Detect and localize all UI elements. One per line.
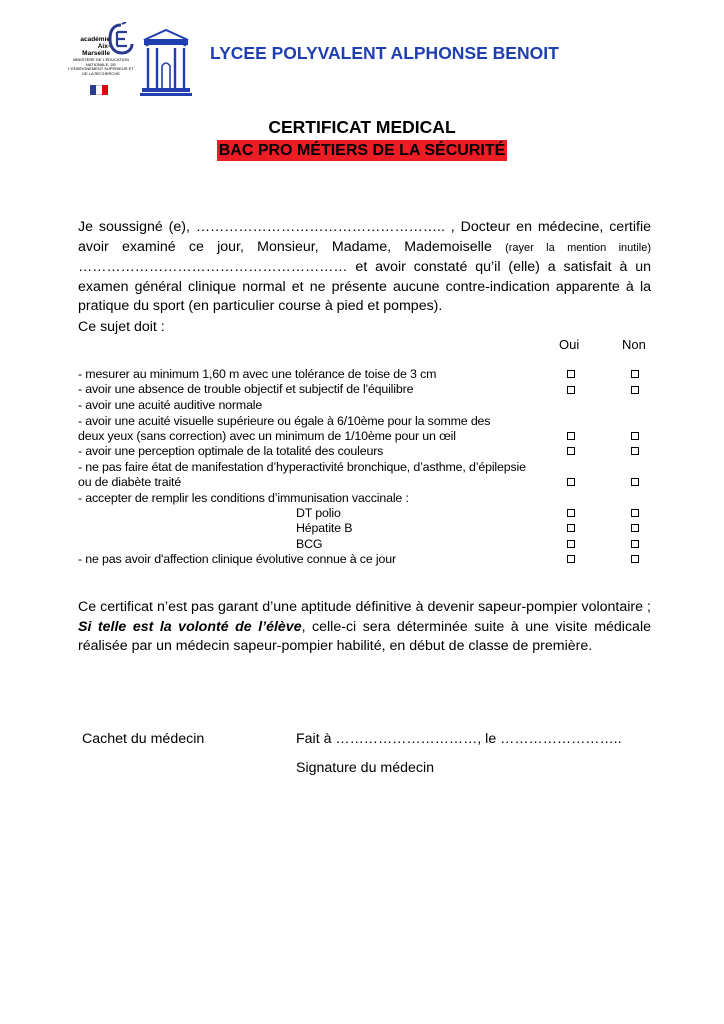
non-checkbox[interactable]	[631, 386, 639, 394]
non-checkbox[interactable]	[631, 509, 639, 517]
vaccine-item: DT polio	[296, 506, 341, 520]
academie-logo	[68, 22, 134, 98]
oui-checkbox[interactable]	[567, 509, 575, 517]
school-name: LYCEE POLYVALENT ALPHONSE BENOIT	[210, 43, 559, 63]
requirement-item: - ne pas faire état de manifestation d’hyperactivité bronchique, d’asthme, d’épilepsie	[78, 460, 526, 474]
requirement-item: - avoir une absence de trouble objectif et subjectif de l'équilibre	[78, 382, 414, 396]
academie-emblem-icon	[108, 22, 134, 56]
requirement-item: deux yeux (sans correction) avec un minimum de 1/10ème pour un œil	[78, 429, 456, 443]
document-subtitle-wrap	[0, 140, 724, 161]
academie-region-label: Aix-Marseille	[82, 43, 110, 57]
non-checkbox[interactable]	[631, 432, 639, 440]
document-title: CERTIFICAT MEDICAL	[268, 117, 456, 137]
non-checkbox[interactable]	[631, 524, 639, 532]
vaccine-item: Hépatite B	[296, 521, 353, 535]
intro-paragraph	[78, 218, 651, 317]
lycee-building-logo	[140, 26, 192, 98]
doctor-stamp-label: Cachet du médecin	[82, 731, 205, 747]
requirements-heading: Ce sujet doit :	[78, 319, 165, 335]
oui-checkbox[interactable]	[567, 386, 575, 394]
requirement-item: - mesurer au minimum 1,60 m avec une tolérance de toise de 3 cm	[78, 367, 437, 381]
disclaimer-paragraph	[78, 598, 651, 657]
non-checkbox[interactable]	[631, 370, 639, 378]
vaccine-item: BCG	[296, 537, 323, 551]
oui-checkbox[interactable]	[567, 370, 575, 378]
oui-checkbox[interactable]	[567, 555, 575, 563]
disclaimer-part1: Ce certificat n’est pas garant d’une aptitude définitive à devenir sapeur-pompier volontaire ;	[78, 599, 651, 615]
oui-checkbox[interactable]	[567, 447, 575, 455]
oui-checkbox[interactable]	[567, 540, 575, 548]
column-oui-header: Oui	[559, 337, 580, 352]
disclaimer-emphasis: Si telle est la volonté de l’élève	[78, 618, 302, 635]
intro-mention: (rayer la mention inutile)	[505, 241, 651, 254]
ministere-label: MINISTÈRE DE L'ÉDUCATION NATIONALE, DE L'ENSEIGNEMENT SUPÉRIEUR ET DE LA RECHERCHE	[68, 57, 134, 76]
requirement-item: - avoir une acuité visuelle supérieure ou égale à 6/10ème pour la somme des	[78, 414, 491, 428]
non-checkbox[interactable]	[631, 555, 639, 563]
oui-checkbox[interactable]	[567, 524, 575, 532]
disclaimer-part2: , celle-ci sera déterminée suite à une visite médicale réalisée par un médecin sapeur-pompier habilité, en début de classe de première.	[78, 618, 651, 654]
marianne-flag-icon	[90, 82, 108, 92]
place-date-line: Fait à …………………………, le ……………………..	[296, 731, 622, 747]
requirement-item: - accepter de remplir les conditions d’immunisation vaccinale :	[78, 491, 409, 505]
requirement-item: - avoir une perception optimale de la totalité des couleurs	[78, 444, 384, 458]
intro-text-part1: Je soussigné (e), …………………………………………….. , Docteur en médecine, certifie avoir examiné ce jour, Monsieur, Madame, Mademoiselle	[78, 219, 651, 255]
requirement-item: - avoir une acuité auditive normale	[78, 398, 263, 412]
column-non-header: Non	[622, 337, 646, 352]
oui-checkbox[interactable]	[567, 432, 575, 440]
requirement-item: ou de diabète traité	[78, 475, 182, 489]
non-checkbox[interactable]	[631, 540, 639, 548]
non-checkbox[interactable]	[631, 478, 639, 486]
academie-label: académie	[80, 36, 110, 43]
non-checkbox[interactable]	[631, 447, 639, 455]
intro-text-part2: ………………………………………………… et avoir constaté qu’il (elle) a satisfait à un examen général clinique normal et ne présente aucune contre-indication apparente à la pratique du sport (en particulier course à pied et pompes).	[78, 259, 651, 314]
document-subtitle: BAC PRO MÉTIERS DE LA SÉCURITÉ	[218, 142, 506, 159]
oui-checkbox[interactable]	[567, 478, 575, 486]
requirement-item: - ne pas avoir d'affection clinique évolutive connue à ce jour	[78, 552, 396, 566]
doctor-signature-label: Signature du médecin	[296, 760, 435, 776]
